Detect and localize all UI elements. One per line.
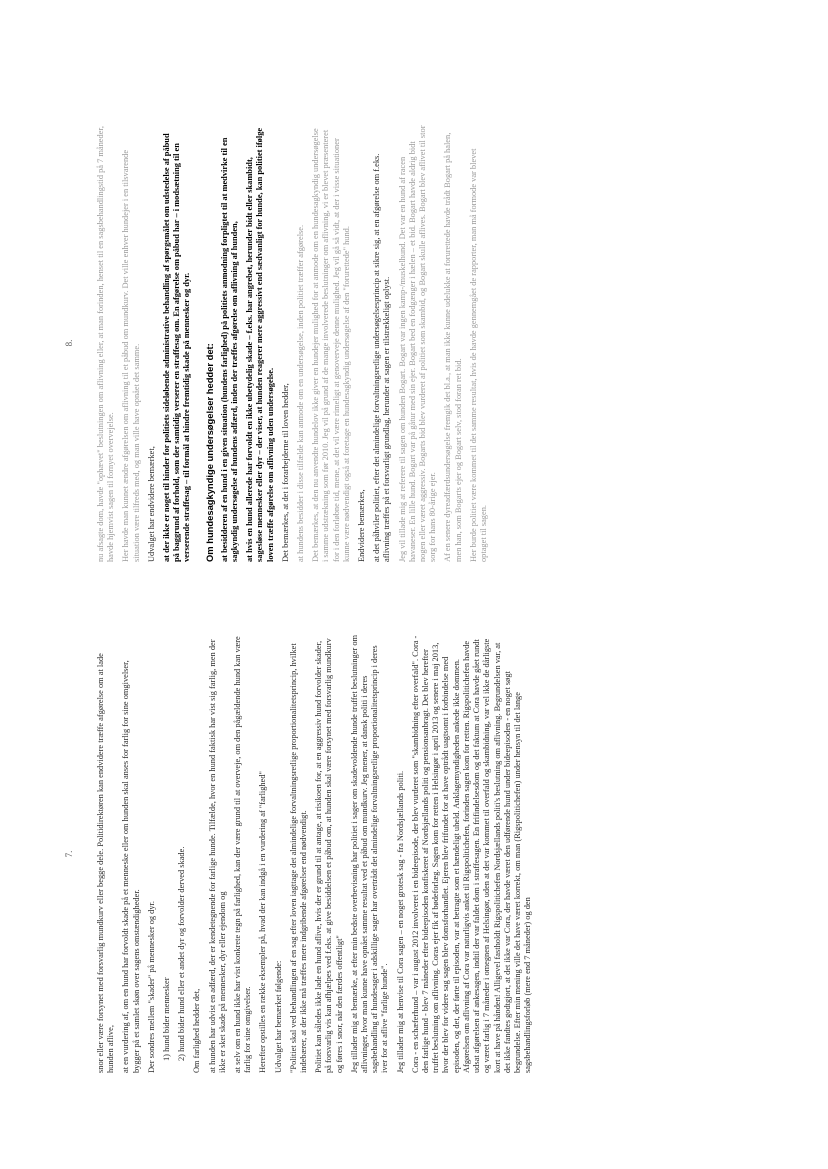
list-item: 2) hund bider hund eller et andet dyr og forvolder derved skade. bbox=[177, 846, 187, 1061]
paragraph: at en vurdering af, om en hund har forvoldt skade på et menneske eller om hunden skal anses for farlig for sine omgivelser, bygger på et samlet skøn over sagens omstændigheder. bbox=[121, 660, 141, 1073]
paragraph: Det bemærkes, at det i forarbejderne til loven hedder, bbox=[280, 383, 290, 562]
paragraph: Udvalget har endvidere bemærket, bbox=[146, 446, 156, 562]
paragraph: Jeg vil tillade mig at referere til sagen om hunden Bogart. Bogart var ingen kamp-/muskelhund. Det var en hund af racen havaneser. En lille hund. Bogart var på gåtur med sin ejer. Bogart bed en fodgænger i hælen – et bid. Bogart havde aldrig bidt nogen eller været aggressiv. Bogarts bid blev vurderet af politiet som skambid, og Bogart skulle aflives. Bogart blev aflivet til stor sorg for hans 80-årige ejer. bbox=[397, 125, 438, 562]
paragraph: Her havde man kunnet ændre afgørelsen om aflivning til et påbud om mundkurv. Det ville enhver hundejer i en tilsvarende situation være tilfreds med, og man ville have opnået det samme. bbox=[121, 149, 141, 562]
paragraph: "Politiet skal ved behandlingen af en sag efter loven iagttage det almindelige forvaltningsretlige proportionalitetsprincip, hvilket indebærer, at der ikke må træffes mere indgribende afgørelser end nødvendigt. bbox=[288, 643, 309, 1073]
paragraph: at det påhviler politiet, efter det almindelige forvaltningsretlige undersøgelsesprincip at sikre sig, at en afgørelse om f.eks. aflivning træffes på et forsvarligt grundlag, herunder at sagen er tilstrækkeligt oplyst. bbox=[372, 153, 392, 562]
paragraph: Der sondres mellem "skader" på mennesker og dyr. bbox=[146, 901, 156, 1073]
paragraph: Jeg tillader mig at bemærke, at efter min bedste overbevisning har politiet i sager om skadevoldende hunde truffet beslutninger om aflivninger, hvor man kunne have opnået samme resultat ved et påbud om mundkurv. Jeg mener, at dansk politi i deres sagsbehandling af hundesager i adskillige sager har overtrådt det almindelige forvaltningsretlige proportionalitetsprincip i deres iver for at aflive "farlige hunde". bbox=[349, 635, 390, 1073]
paragraph: Herefter opstilles en række eksempler på, hvad der kan indgå i en vurdering af "farlighed" bbox=[258, 771, 268, 1073]
page-number-left: 7. bbox=[64, 850, 74, 858]
section-heading: Om hundesagkyndige undersøgelser hedder det: bbox=[203, 343, 215, 562]
page-number-right: 8. bbox=[64, 339, 74, 347]
paragraph: Det bemærkes, at den nu anvendte hundelov ikke giver en hundejer mulighed for at anmode om en hundesagkyndig undersøgelse i samme udstrækning som før 2010. Jeg vil på grund af de mange involverede beslutninger om aflivning, vi er blevet præsenteret for i den forløbne tid, mene, at det vil være rimeligt at genoverveje denne mulighed. Jeg vil gå så vidt, at der i visse situationer kunne være nødvendigt også at foretage en hundesagkyndig undersøgelse af den "forurettede" hund. bbox=[311, 128, 351, 562]
paragraph: Cora - en schæferhund – var i august 2012 involveret i en bideepisode, der blev vurderet som "skambidning efter overfald". Cora - den farlige hund - blev 7 måneder efter bideepisoden konfiskeret af Nordsjællands politi og pensionsanbragt. Det blev herefter truffet beslutning om aflivning. Coras ejer fik af bødeforlæg. Sagen kom for retten i Helsingør i april 2013 og senere i maj 2013, hvor der blev for videre sag sagen blev domsforhandlet. Ejeren blev frifundet for at have optrådt uagtsomt i forbindelse med episoden, og det, der førte til episoden, var at betragte som et hændeligt uheld. Anklagemyndigheden ankede ikke dommen. Afgørelsen om aflivning af Cora var naturligvis anket til Rigspolitichefen, forinden sagen kom for retten. Rigspolitichefen havde udsat afgørelsen af ankesagen, indtil der var faldet dom i straffesagen. En frifindelsesdom og det faktum at Cora havde gået rundt og været farlig i 7 måneder i omegnen af Helsingør, uden at det var kommet til overfald og skambidning, var vel ikke de dårligste kort at have på hånden! Alligevel fastholdt Rigspolitichefen Nordsjællands politi's beslutning om aflivning. Begrundelsen var, at det ikke fandtes godtgjort, at det ikke var Cora, der havde været den udførende hund under bideepisoden - en noget søgt begrundelse. Efter min mening ville det have været korrekt, om man (Rigspolitichefen) under hensyn til det lange sagsbehandlingsforløb (mere end 7 måneder) og den bbox=[410, 635, 533, 1073]
paragraph: Udvalget har bemærket følgende: bbox=[273, 960, 283, 1073]
paragraph: Her burde politiet være kommet til det samme resultat, hvis de havde gennemgået de rapporter, man må formode var blevet optaget til sagen. bbox=[468, 148, 489, 562]
paragraph: at hvis en hund allerede har forvoldt en ikke ubetydelig skade – f.eks. har angrebet, herunder bidt eller skambidt, sagesløse mennesker eller dyr – der viser, at hunden reagerer mere aggressivt end sædvanligt for hunde, kan politiet ifølge loven træffe afgørelse om aflivning uden undersøgelse. bbox=[245, 127, 275, 562]
paragraph: snor eller være forsynet med forsvarlig mundkurv eller begge dele. Politidirektøren kan endvidere træffe afgørelse om at lade hunden aflive, bbox=[96, 653, 116, 1073]
paragraph: Om farlighed hedder det, bbox=[192, 988, 202, 1073]
paragraph: Politiet kan således ikke lade en hund aflive, hvis der er grund til at antage, at risikoen for, at en aggressiv hund forvolder skader, på forsvarlig vis kan afhjælpes ved f.eks. at give besiddelsen et påbud om, at hunden skal være forsynet med forsvarlig mundkurv og føres i snor, når den færdes offentligt" bbox=[314, 638, 344, 1073]
paragraph: nu afsagte dom, havde "ophævet" beslutningen om aflivning eller, at man forinden, henset til en sagsbehandlingstid på 7 måneder, havde hjemvist sagen til fornyet overvejelse. bbox=[96, 126, 116, 562]
paragraph: at selv om en hund ikke har vist konkrete tegn på farlighed, kan der være grund til at overveje, om den pågældende hund kan være farlig for sine omgivelser. bbox=[233, 636, 253, 1073]
list-item: 1) hund bider mennesker bbox=[162, 977, 172, 1061]
paragraph: Endvidere bemærkes, bbox=[357, 489, 367, 562]
paragraph: Af en senere dyreadfærdsundersøgelse fremgik det bl.a., at man ikke kunne udelukke at forurettede havde trådt Bogart på halen, men han, som Bogarts ejer og Bogart selv, stod foran ret bid. bbox=[443, 132, 463, 562]
paragraph: Jeg tillader mig at henvise til Cora sagen – en noget grotesk sag - fra Nordsjællands politi. bbox=[395, 770, 405, 1073]
paragraph: at hundens besidder i disse tilfælde kan anmode om en undersøgelse, inden politiet træffer afgørelse. bbox=[296, 224, 306, 562]
paragraph: at besidderen af en hund i en given situation (hundens farlighed) på politiets anmodning forpligtet til at medvirke til en sagkyndig undersøgelse af hundens adfærd, inden der træffes afgørelse om aflivning af hunden, bbox=[219, 137, 240, 562]
page-left-body bbox=[96, 635, 796, 1073]
page-right-body bbox=[96, 124, 796, 562]
paragraph: at der ikke er noget til hinder for politiets sideløbende administrative behandling af spørgsmålet om udstedelse af påbud på baggrund af forhold, som der samtidig verserer en straffesag om. En afgørelse om påbud har – i modsætning til en verserende straffesag – til formål at hindre fremtidig skade på mennesker og dyr. bbox=[162, 133, 192, 562]
paragraph: at hunden har udvist en adfærd, der er kendetegnende for farlige hunde. Tilfælde, hvor en hund faktisk har vist sig farlig, men der ikke er sket skade på mennesker, dyr eller ejendom og bbox=[207, 639, 227, 1073]
